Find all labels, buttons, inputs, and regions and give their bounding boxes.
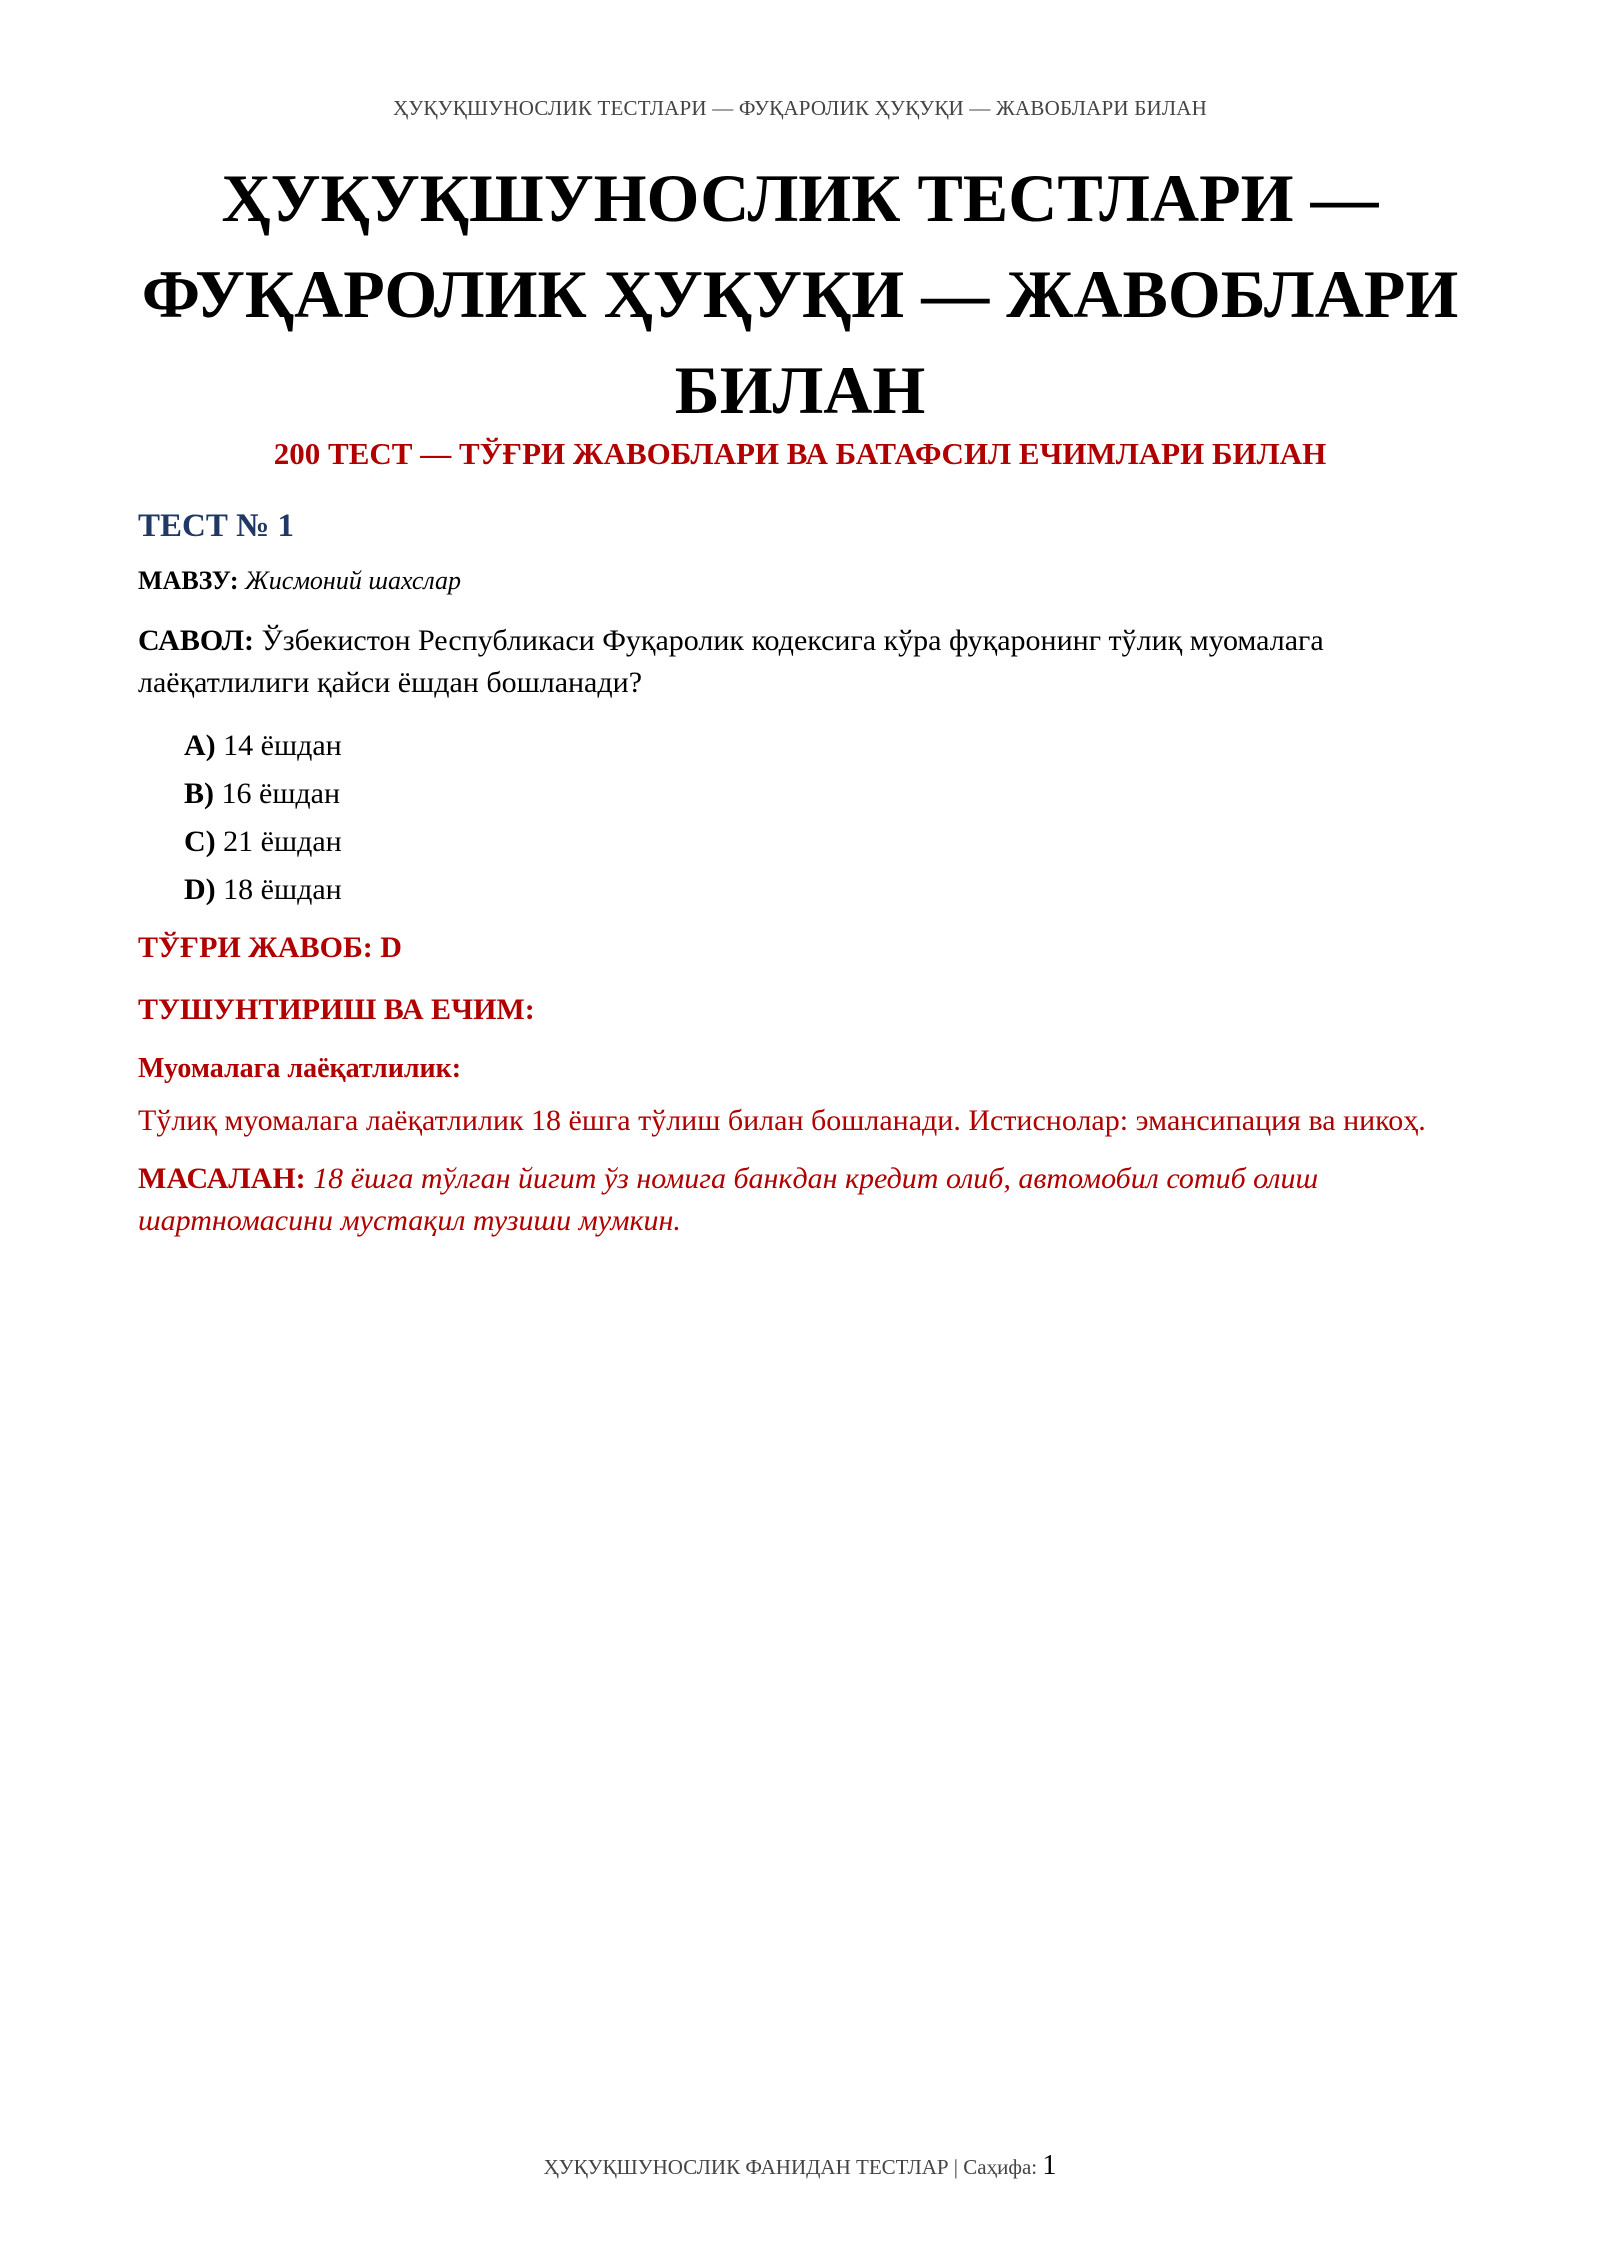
page-footer: [0, 2150, 1600, 2182]
answer-options: [138, 722, 1468, 914]
explanation-subheading: Муомалага лаёқатлилик:: [138, 1053, 462, 1084]
topic-line: [138, 564, 1468, 598]
explanation-heading: ТУШУНТИРИШ ВА ЕЧИМ:: [138, 993, 535, 1026]
option-letter: A): [184, 729, 216, 762]
running-header: ҲУҚУҚШУНОСЛИК ТЕСТЛАРИ — ФУҚАРОЛИК ҲУҚУҚИ — ЖАВОБЛАРИ БИЛАН: [392, 96, 1208, 120]
option-text: 18 ёшдан: [223, 873, 342, 906]
option-a: [138, 722, 1468, 770]
example-line: [138, 1158, 1468, 1242]
document-subtitle: 200 ТЕСТ — ТЎҒРИ ЖАВОБЛАРИ ВА БАТАФСИЛ ЕЧИМЛАРИ БИЛАН: [273, 436, 1327, 471]
option-c: [138, 818, 1468, 866]
footer-text: ҲУҚУҚШУНОСЛИК ФАНИДАН ТЕСТЛАР: [543, 2155, 949, 2179]
option-letter: C): [184, 825, 216, 858]
option-text: 16 ёшдан: [221, 777, 341, 810]
example-label: МАСАЛАН:: [138, 1162, 306, 1195]
footer-separator: |: [953, 2155, 959, 2179]
test-heading: ТЕСТ № 1: [138, 508, 295, 544]
question-line: [138, 620, 1468, 704]
explanation-text: Тўлиқ муомалага лаёқатлилик 18 ёшга тўлиш билан бошланади. Истиснолар: эмансипация ва никоҳ.: [138, 1104, 1426, 1137]
question-text: Ўзбекистон Республикаси Фуқаролик кодексига кўра фуқаронинг тўлиқ муомалага лаёқатлилиги қайси ёшдан бошланади?: [138, 624, 1324, 699]
topic-label: МАВЗУ:: [138, 566, 239, 595]
question-label: САВОЛ:: [138, 624, 255, 657]
document-title: ҲУҚУҚШУНОСЛИК ТЕСТЛАРИ — ФУҚАРОЛИК ҲУҚУҚИ — ЖАВОБЛАРИ БИЛАН: [141, 160, 1459, 428]
option-text: 14 ёшдан: [223, 729, 342, 762]
option-d: [138, 866, 1468, 914]
page-number: 1: [1042, 2150, 1057, 2181]
option-b: [138, 770, 1468, 818]
option-text: 21 ёшдан: [223, 825, 342, 858]
page-label: Саҳифа:: [963, 2155, 1038, 2179]
test-block: [138, 506, 1468, 1242]
option-letter: D): [184, 873, 216, 906]
correct-answer: ТЎҒРИ ЖАВОБ: D: [138, 931, 402, 964]
example-text: 18 ёшга тўлган йигит ўз номига банкдан кредит олиб, автомобил сотиб олиш шартномасини мустақил тузиши мумкин.: [138, 1162, 1319, 1237]
topic-value: Жисмоний шахслар: [244, 566, 462, 595]
option-letter: B): [184, 777, 214, 810]
